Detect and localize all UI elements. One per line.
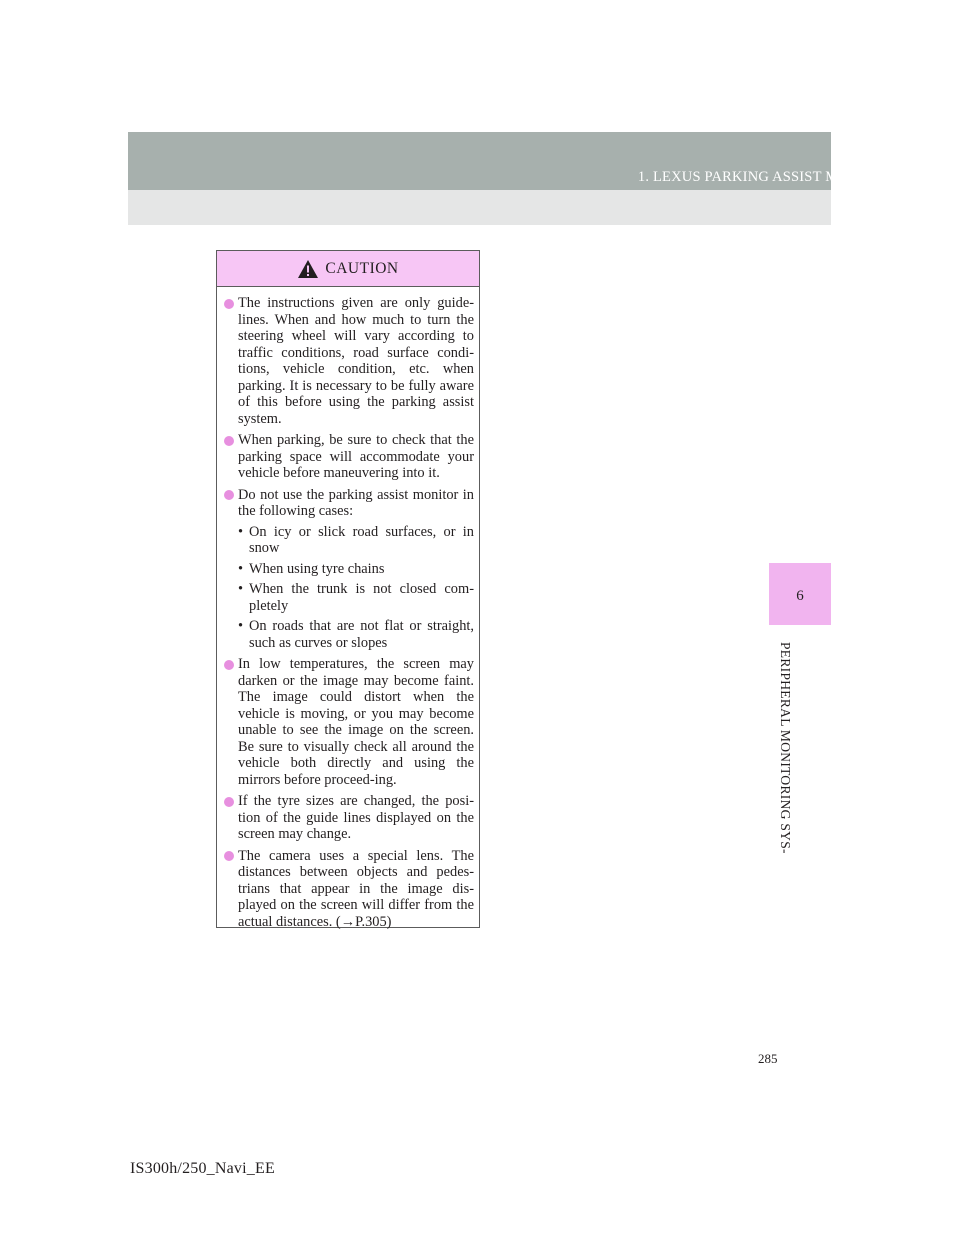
- caution-sub-item-text: When the trunk is not closed com-pletely: [249, 581, 474, 614]
- sub-item-marker: •: [238, 618, 244, 634]
- caution-item-text: The instructions given are only guide-lines. When and how much to turn the steering wheel will vary according to traffic conditions, road surface condi-tions, vehicle condition, etc. when parking. It is necessary to be fully aware of this before using the parking assist system.: [238, 295, 474, 427]
- caution-header: [217, 251, 479, 287]
- header-sub-band: [128, 190, 831, 225]
- caution-sub-item: [238, 561, 474, 578]
- chapter-tab: [769, 563, 831, 625]
- caution-sub-item: [238, 618, 474, 651]
- caution-item-text: The camera uses a special lens. The distances between objects and pedes-trians that appear in the image dis-played on the screen will differ from the actual distances. (→P.305): [238, 847, 474, 930]
- caution-item: [223, 656, 474, 788]
- caution-item: [223, 432, 474, 482]
- caution-label: CAUTION: [325, 259, 399, 277]
- caution-item-text: When parking, be sure to check that the parking space will accommodate your vehicle before maneuvering into it.: [238, 432, 474, 481]
- chapter-number: 6: [796, 588, 804, 604]
- caution-sub-item-text: When using tyre chains: [249, 560, 385, 577]
- caution-item: [223, 487, 474, 652]
- caution-sub-item-text: On roads that are not flat or straight, such as curves or slopes: [249, 618, 474, 651]
- bullet-dot-icon: [224, 436, 234, 446]
- caution-list: [217, 287, 479, 930]
- warning-triangle-icon: [297, 259, 319, 279]
- bullet-dot-icon: [224, 490, 234, 500]
- section-title: 1. LEXUS PARKING ASSIST MONITOR: [637, 169, 894, 185]
- caution-sub-item: [238, 524, 474, 557]
- sub-item-marker: •: [238, 581, 244, 597]
- sub-item-marker: •: [238, 560, 244, 577]
- bullet-dot-icon: [224, 299, 234, 309]
- caution-item: [223, 848, 474, 931]
- caution-item-text: If the tyre sizes are changed, the posi-tion of the guide lines displayed on the screen may change.: [238, 793, 474, 842]
- caution-sub-item: [238, 581, 474, 614]
- page-number: 285: [758, 1051, 778, 1066]
- caution-box: [216, 250, 480, 928]
- chapter-title: PERIPHERAL MONITORING SYS-: [778, 642, 793, 854]
- bullet-dot-icon: [224, 797, 234, 807]
- caution-sub-item-text: On icy or slick road surfaces, or in snow: [249, 523, 474, 556]
- caution-item-text: In low temperatures, the screen may darken or the image may become faint. The image could distort when the vehicle is moving, or you may become unable to see the image on the screen. Be sure to visually check all around the vehicle both directly and using the mirrors before proceed-ing.: [238, 656, 474, 788]
- bullet-dot-icon: [224, 660, 234, 670]
- sub-item-marker: •: [238, 523, 244, 540]
- document-id: IS300h/250_Navi_EE: [130, 1160, 275, 1177]
- caution-item: [223, 295, 474, 427]
- caution-item: [223, 793, 474, 843]
- bullet-dot-icon: [224, 851, 234, 861]
- caution-item-text: Do not use the parking assist monitor in the following cases:: [238, 486, 474, 519]
